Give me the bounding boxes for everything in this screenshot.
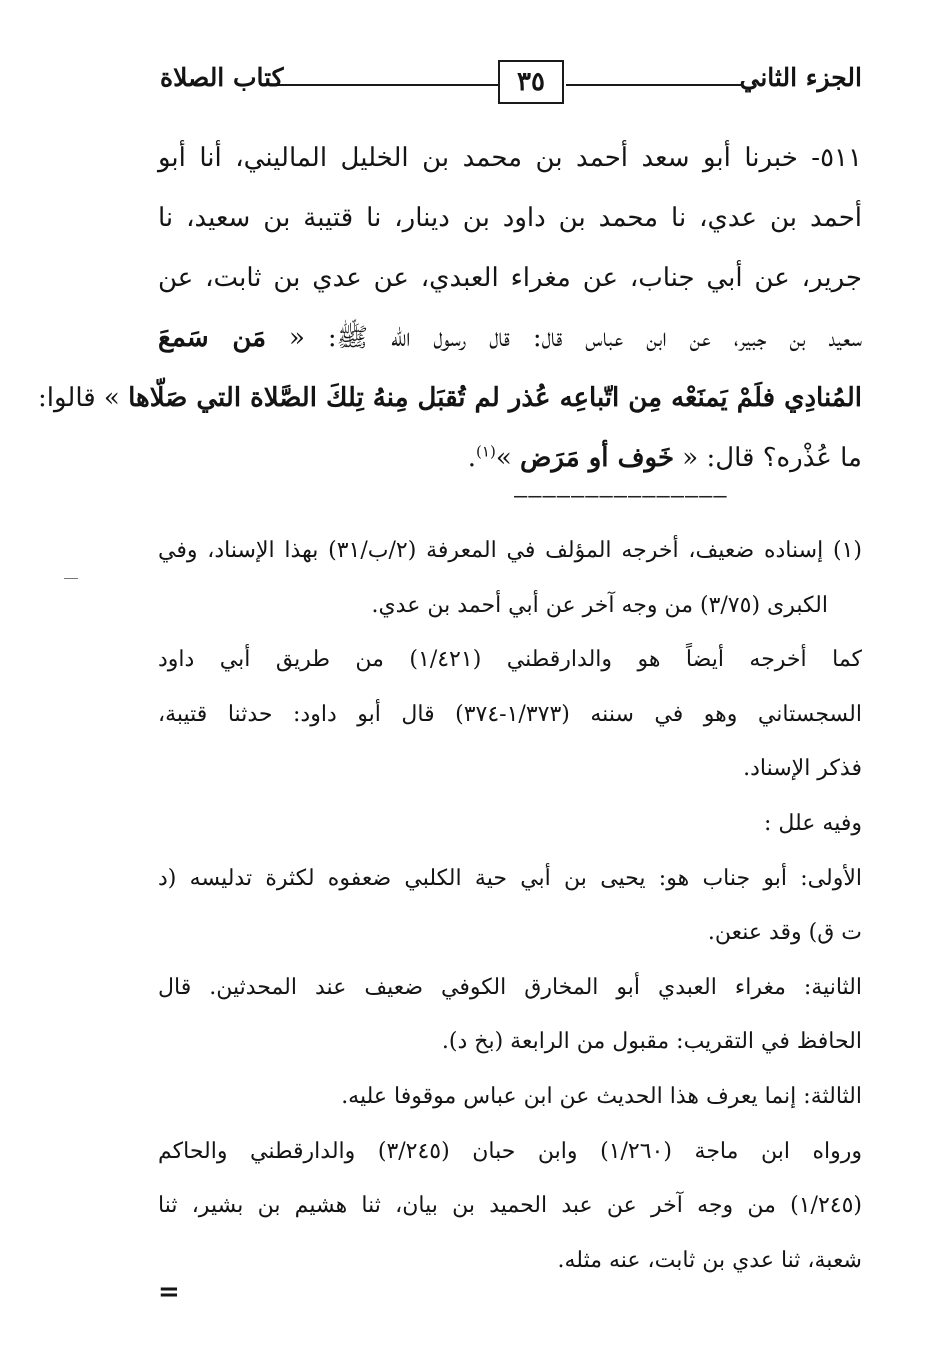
running-head-book: كتاب الصلاة bbox=[160, 63, 284, 92]
hadith-text-span: سعيد بن جبير، عن ابن عباس قال: قال رسول الله ﷺ: « bbox=[266, 323, 862, 353]
page-end-mark: = bbox=[158, 1277, 180, 1307]
hadith-text-span: ما عُذْره؟ قال: « bbox=[674, 443, 862, 473]
hadith-line: ٥١١- خبرنا أبو سعد أحمد بن محمد بن الخليل الماليني، أنا أبو bbox=[158, 143, 862, 173]
footnote-line: ت ق) وقد عنعن. bbox=[707, 920, 862, 946]
hadith-line: جرير، عن أبي جناب، عن مغراء العبدي، عن عدي بن ثابت، عن bbox=[158, 263, 862, 293]
footnote-line: الثالثة: إنما يعرف هذا الحديث عن ابن عباس موقوفا عليه. bbox=[341, 1083, 862, 1109]
margin-mark bbox=[64, 578, 78, 579]
hadith-text-span: » قالوا: bbox=[37, 383, 129, 413]
footnote-separator: ——————————————— bbox=[514, 484, 728, 509]
footnote-line: فذكر الإسناد. bbox=[743, 756, 862, 782]
footnote-line: (١/٢٤٥) من وجه آخر عن عبد الحميد بن بيان، ثنا هشيم بن بشير، ثنا bbox=[158, 1193, 862, 1219]
prophetic-quote: خَوف أو مَرَض bbox=[519, 443, 675, 473]
footnote-line: الحافظ في التقريب: مقبول من الرابعة (بخ د). bbox=[441, 1029, 862, 1055]
footnote-line: كما أخرجه أيضاً هو والدارقطني (١/٤٢١) من طريق أبي داود bbox=[158, 647, 863, 673]
footnote-marker: (١) bbox=[476, 442, 496, 461]
hadith-text-span: . bbox=[467, 443, 477, 473]
prophetic-quote: مَن سَمعَ bbox=[158, 323, 267, 353]
header-rule-left bbox=[278, 84, 498, 86]
footnote-line: شعبة، ثنا عدي بن ثابت، عنه مثله. bbox=[557, 1247, 862, 1273]
page-number-box bbox=[498, 60, 564, 104]
footnote-line: وفيه علل : bbox=[763, 810, 862, 836]
hadith-line bbox=[158, 428, 862, 488]
footnote-line: الأولى: أبو جناب هو: يحيى بن أبي حية الكلبي ضعفوه لكثرة تدليسه (د bbox=[158, 865, 862, 891]
footnote-line: ورواه ابن ماجة (١/٢٦٠) وابن حبان (٣/٢٤٥) والدارقطني والحاكم bbox=[158, 1138, 863, 1164]
footnotes bbox=[158, 524, 862, 1288]
footnote-line: السجستاني وهو في سننه (١/٣٧٣-٣٧٤) قال أبو داود: حدثنا قتيبة، bbox=[158, 701, 862, 727]
hadith-text bbox=[37, 128, 862, 488]
footnote-line: الكبرى (٣/٧٥) من وجه آخر عن أبي أحمد بن عدي. bbox=[371, 592, 828, 618]
header-rule-right bbox=[566, 84, 743, 86]
hadith-text-span: » bbox=[495, 443, 520, 473]
footnote-line: (١) إسناده ضعيف، أخرجه المؤلف في المعرفة (٢/ب/٣١) بهذا الإسناد، وفي bbox=[158, 538, 862, 563]
prophetic-quote: المُنادِي فلَمْ يَمنَعْه مِن اتّباعِه عُذر لم تُقبَل مِنهُ تِلكَ الصَّلاة التي صَلّاها bbox=[128, 383, 862, 413]
page-number: ٣٥ bbox=[517, 67, 545, 97]
footnote-line: الثانية: مغراء العبدي أبو المخارق الكوفي ضعيف عند المحدثين. قال bbox=[158, 974, 862, 1000]
running-head-volume: الجزء الثاني bbox=[739, 63, 862, 92]
hadith-line bbox=[37, 368, 862, 428]
hadith-line bbox=[158, 308, 862, 368]
hadith-line: أحمد بن عدي، نا محمد بن داود بن دينار، نا قتيبة بن سعيد، نا bbox=[158, 203, 862, 233]
